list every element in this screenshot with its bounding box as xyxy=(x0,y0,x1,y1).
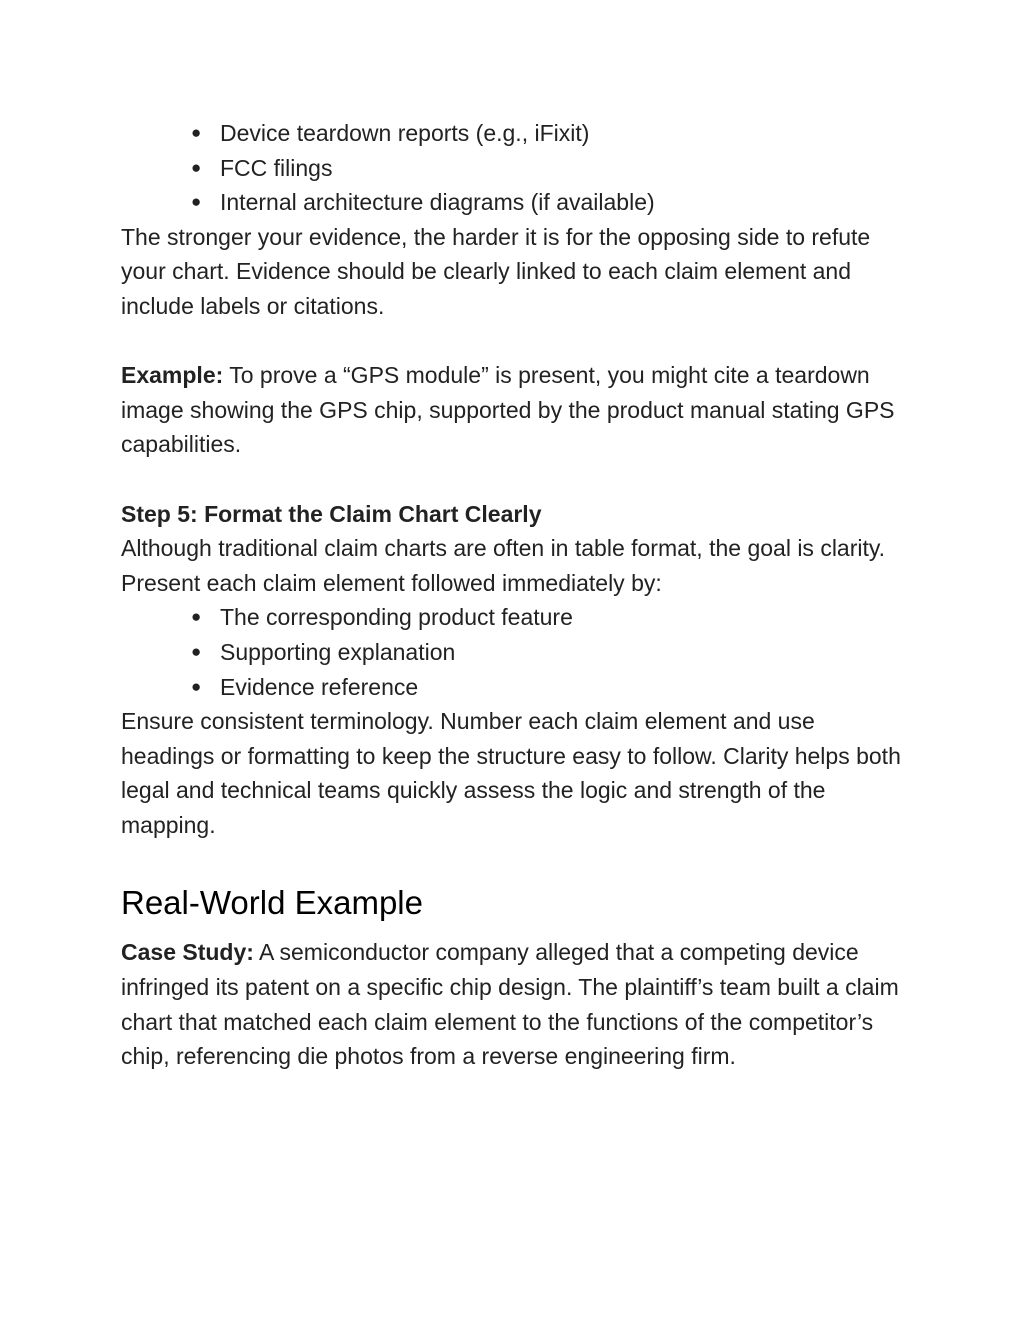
section-heading: Real-World Example xyxy=(121,884,423,922)
list-item xyxy=(191,185,901,220)
list-item xyxy=(191,670,901,705)
step5-closing: Ensure consistent terminology. Number each claim element and use headings or formatting to keep the structure easy to follow. Clarity helps both legal and technical teams quickly assess the logic and strength of the mapping. xyxy=(121,708,901,838)
case-study-paragraph xyxy=(121,935,901,1073)
list-item-text: Device teardown reports (e.g., iFixit) xyxy=(220,120,590,146)
list-item-text: Supporting explanation xyxy=(220,638,456,665)
case-study-text: A semiconductor company alleged that a competing device infringed its patent on a specific chip design. The plaintiff’s team built a claim chart that matched each claim element to the functions of the competitor’s chip, referencing die photos from a reverse engineering firm. xyxy=(121,939,899,1070)
example-paragraph xyxy=(121,358,901,462)
bullet-icon: ● xyxy=(191,157,202,177)
list-item xyxy=(191,635,901,670)
bullet-icon: ● xyxy=(191,676,202,696)
document-page xyxy=(121,116,901,1074)
paragraph-spacer xyxy=(121,462,901,497)
bullet-icon: ● xyxy=(191,641,202,661)
list-item xyxy=(191,600,901,635)
bullet-icon: ● xyxy=(191,607,202,627)
bullet-icon: ● xyxy=(191,123,202,142)
step5-list xyxy=(121,600,901,704)
list-item xyxy=(191,116,901,151)
evidence-sources-list xyxy=(121,116,901,220)
step5-heading: Step 5: Format the Claim Chart Clearly xyxy=(121,500,542,527)
example-text: To prove a “GPS module” is present, you might cite a teardown image showing the GPS chip, supported by the product manual stating GPS capabilities. xyxy=(121,362,895,458)
list-item-text: FCC filings xyxy=(220,154,333,181)
list-item xyxy=(191,151,901,186)
evidence-paragraph: The stronger your evidence, the harder it is for the opposing side to refute your chart. Evidence should be clearly linked to each claim element and include labels or citations. xyxy=(121,223,871,319)
paragraph-spacer xyxy=(121,324,901,359)
list-item-text: Internal architecture diagrams (if available) xyxy=(220,189,655,216)
case-study-label: Case Study: xyxy=(121,939,254,966)
example-label: Example: xyxy=(121,362,224,389)
list-item-text: The corresponding product feature xyxy=(220,604,573,631)
step5-intro: Although traditional claim charts are often in table format, the goal is clarity. Present each claim element followed immediately by: xyxy=(121,535,886,596)
list-item-text: Evidence reference xyxy=(220,673,419,700)
bullet-icon: ● xyxy=(191,192,202,212)
